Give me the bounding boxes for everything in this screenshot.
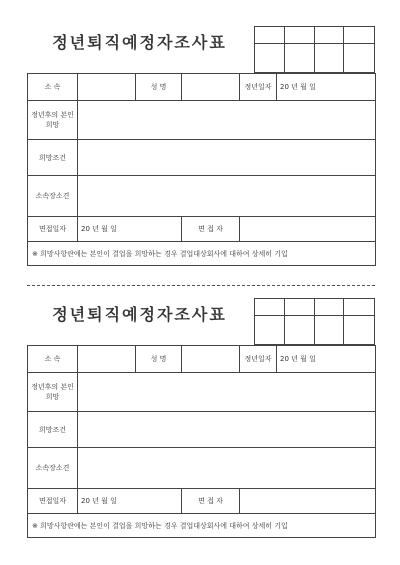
approval-cell[interactable] [315, 27, 345, 44]
approval-cell[interactable] [344, 316, 374, 344]
head-opinion-label: 소속장소견 [28, 448, 78, 489]
head-opinion-field[interactable] [78, 448, 376, 489]
hope-after-field[interactable] [78, 101, 376, 140]
approval-cell[interactable] [255, 27, 285, 44]
hope-cond-field[interactable] [78, 140, 376, 176]
hope-after-field[interactable] [78, 373, 376, 412]
approval-cell[interactable] [315, 44, 345, 72]
retire-date-field[interactable]: 20 년 월 일 [277, 74, 376, 101]
interview-date-label: 면접일자 [28, 217, 78, 242]
retirement-survey-form-bottom [27, 298, 375, 538]
hope-after-label: 정년후의 본인희망 [28, 373, 78, 412]
hope-cond-field[interactable] [78, 412, 376, 448]
note-text: ※ 희망사항란에는 본인이 결업을 희망하는 경우 결업대상회사에 대하여 상세히 기입 [28, 242, 376, 266]
hope-cond-label: 희망조건 [28, 412, 78, 448]
approval-cell[interactable] [344, 299, 374, 316]
retirement-survey-form-top [27, 26, 375, 266]
approval-cell[interactable] [255, 44, 285, 72]
approval-cell[interactable] [344, 44, 374, 72]
head-opinion-field[interactable] [78, 176, 376, 217]
form-title: 정년퇴직예정자조사표 [52, 305, 227, 324]
hope-after-label: 정년후의 본인희망 [28, 101, 78, 140]
approval-cell[interactable] [315, 316, 345, 344]
approval-cell[interactable] [344, 27, 374, 44]
affiliation-field[interactable] [78, 346, 136, 373]
name-field[interactable] [182, 346, 240, 373]
retire-date-label: 정년일자 [240, 74, 277, 101]
hope-cond-label: 희망조건 [28, 140, 78, 176]
affiliation-field[interactable] [78, 74, 136, 101]
interviewer-label: 면 접 자 [182, 217, 240, 242]
approval-cell[interactable] [255, 316, 285, 344]
interviewer-label: 면 접 자 [182, 489, 240, 514]
form-header [27, 298, 375, 345]
approval-box [254, 298, 375, 345]
approval-cell[interactable] [285, 44, 315, 72]
name-label: 성 명 [136, 74, 182, 101]
survey-table [27, 73, 376, 266]
survey-table [27, 345, 376, 538]
cut-line [27, 285, 375, 286]
approval-cell[interactable] [255, 299, 285, 316]
interview-date-field[interactable]: 20 년 월 일 [78, 489, 182, 514]
approval-cell[interactable] [285, 316, 315, 344]
approval-box [254, 26, 375, 73]
retire-date-field[interactable]: 20 년 월 일 [277, 346, 376, 373]
form-header [27, 26, 375, 73]
interviewer-field[interactable] [240, 217, 376, 242]
interview-date-field[interactable]: 20 년 월 일 [78, 217, 182, 242]
name-field[interactable] [182, 74, 240, 101]
affiliation-label: 소 속 [28, 346, 78, 373]
interview-date-label: 면접일자 [28, 489, 78, 514]
interviewer-field[interactable] [240, 489, 376, 514]
head-opinion-label: 소속장소견 [28, 176, 78, 217]
approval-cell[interactable] [315, 299, 345, 316]
affiliation-label: 소 속 [28, 74, 78, 101]
retire-date-label: 정년일자 [240, 346, 277, 373]
approval-cell[interactable] [285, 27, 315, 44]
approval-cell[interactable] [285, 299, 315, 316]
form-title: 정년퇴직예정자조사표 [52, 33, 227, 52]
note-text: ※ 희망사항란에는 본인이 결업을 희망하는 경우 결업대상회사에 대하여 상세히 기입 [28, 514, 376, 538]
name-label: 성 명 [136, 346, 182, 373]
